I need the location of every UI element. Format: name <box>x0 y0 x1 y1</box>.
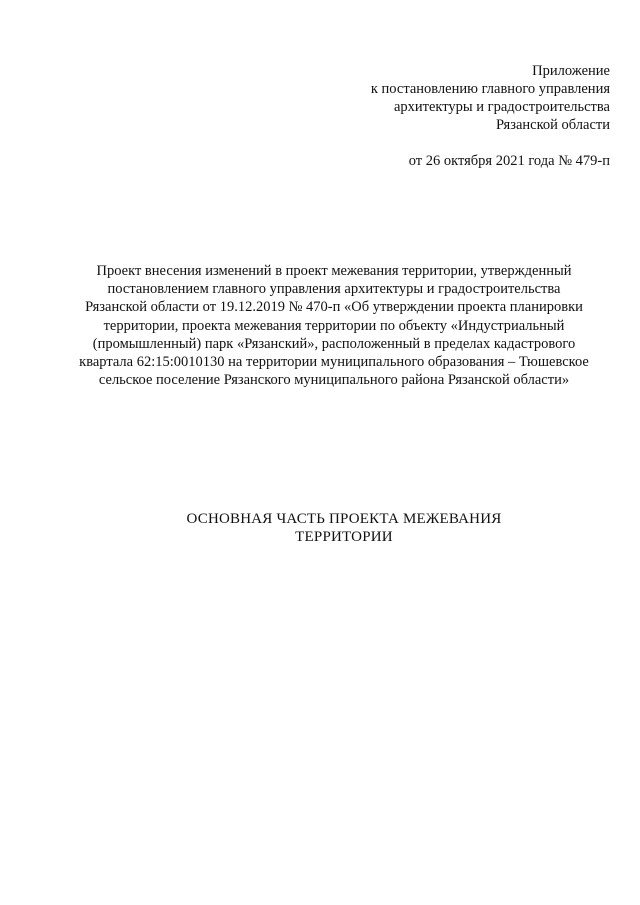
appendix-line: Рязанской области <box>496 117 610 133</box>
appendix-line: Приложение <box>532 63 610 79</box>
project-title-line: постановлением главного управления архитектуры и градостроительства <box>107 281 561 298</box>
project-title-line: квартала 62:15:0010130 на территории муниципального образования – Тюшевское <box>79 354 589 371</box>
project-title-line: Проект внесения изменений в проект межевания территории, утвержденный <box>96 263 572 279</box>
appendix-block <box>290 62 610 170</box>
section-heading <box>100 510 588 546</box>
project-title-line: сельское поселение Рязанского муниципального района Рязанской области» <box>98 372 570 389</box>
section-heading-line: ТЕРРИТОРИИ <box>295 529 393 545</box>
project-title <box>70 262 598 389</box>
project-title-line: (промышленный) парк «Рязанский», расположенный в пределах кадастрового <box>92 335 576 352</box>
appendix-line: архитектуры и градостроительства <box>393 99 610 115</box>
appendix-line: к постановлению главного управления <box>370 81 610 97</box>
appendix-date: от 26 октября 2021 года № 479-п <box>408 153 610 169</box>
project-title-line: территории, проекта межевания территории по объекту «Индустриальный <box>103 317 565 334</box>
project-title-line: Рязанской области от 19.12.2019 № 470-п «Об утверждении проекта планировки <box>85 299 583 316</box>
section-heading-line: ОСНОВНАЯ ЧАСТЬ ПРОЕКТА МЕЖЕВАНИЯ <box>186 511 502 527</box>
